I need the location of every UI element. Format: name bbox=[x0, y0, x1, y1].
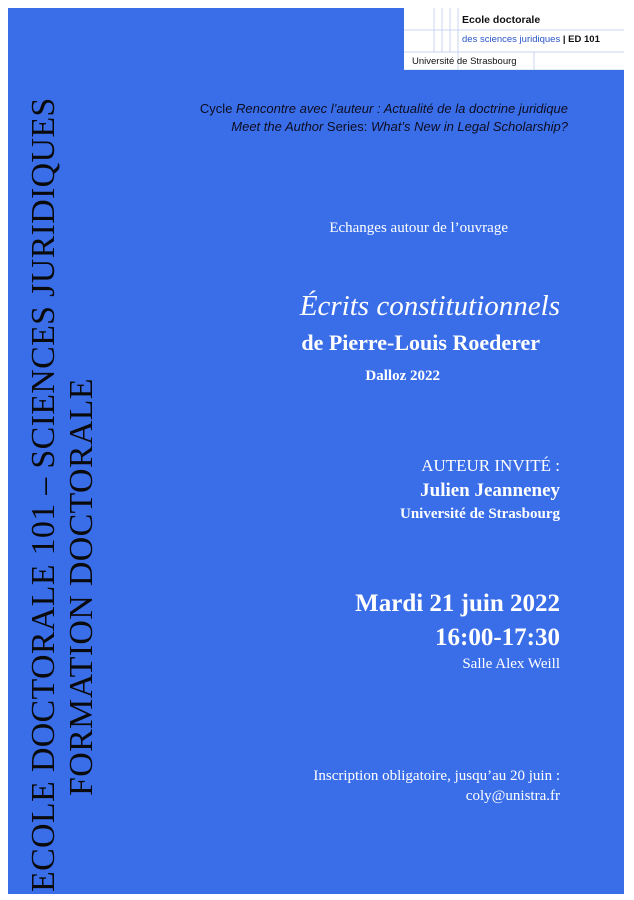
book-title: Écrits constitutionnels bbox=[299, 290, 560, 322]
side-banner bbox=[22, 8, 122, 892]
side-banner-line-1: ECOLE DOCTORALE 101 – SCIENCES JURIDIQUES bbox=[25, 97, 62, 892]
cycle-fr-italic: Rencontre avec l’auteur bbox=[236, 101, 374, 116]
registration-email[interactable]: coly@unistra.fr bbox=[465, 788, 560, 804]
registration-text: Inscription obligatoire, jusqu’au 20 juin : bbox=[313, 768, 560, 784]
guest-name: Julien Jeanneney bbox=[420, 480, 560, 501]
blue-panel bbox=[8, 8, 624, 894]
logo-line-2-code: ED 101 bbox=[568, 34, 600, 45]
cycle-subtitle bbox=[128, 100, 568, 136]
event-intro: Echanges autour de l’ouvrage bbox=[329, 220, 508, 236]
guest-label: AUTEUR INVITÉ : bbox=[421, 456, 560, 475]
event-room: Salle Alex Weill bbox=[462, 656, 560, 672]
guest-affiliation: Université de Strasbourg bbox=[400, 506, 560, 522]
event-time: 16:00-17:30 bbox=[435, 624, 560, 651]
book-author: de Pierre-Louis Roederer bbox=[301, 330, 540, 355]
cycle-fr-prefix: Cycle bbox=[199, 101, 237, 116]
logo-line-2-sep: | bbox=[560, 34, 569, 45]
logo-line-1: Ecole doctorale bbox=[462, 14, 541, 26]
doctoral-school-logo bbox=[404, 8, 624, 70]
cycle-english bbox=[128, 118, 568, 136]
event-date: Mardi 21 juin 2022 bbox=[355, 590, 560, 617]
cycle-en-italic-2: What’s New in Legal Scholarship? bbox=[370, 119, 568, 134]
book-publisher: Dalloz 2022 bbox=[365, 368, 440, 384]
cycle-en-mid: Series: bbox=[323, 119, 371, 134]
logo-line-2 bbox=[462, 34, 600, 45]
logo-line-2-main: des sciences juridiques bbox=[462, 34, 561, 45]
cycle-french bbox=[128, 100, 568, 118]
side-banner-line-2: FORMATION DOCTORALE bbox=[63, 378, 100, 796]
logo-line-3: Université de Strasbourg bbox=[412, 56, 517, 67]
cycle-fr-suffix: : Actualité de la doctrine juridique bbox=[373, 101, 568, 116]
cycle-en-italic-1: Meet the Author bbox=[231, 119, 324, 134]
